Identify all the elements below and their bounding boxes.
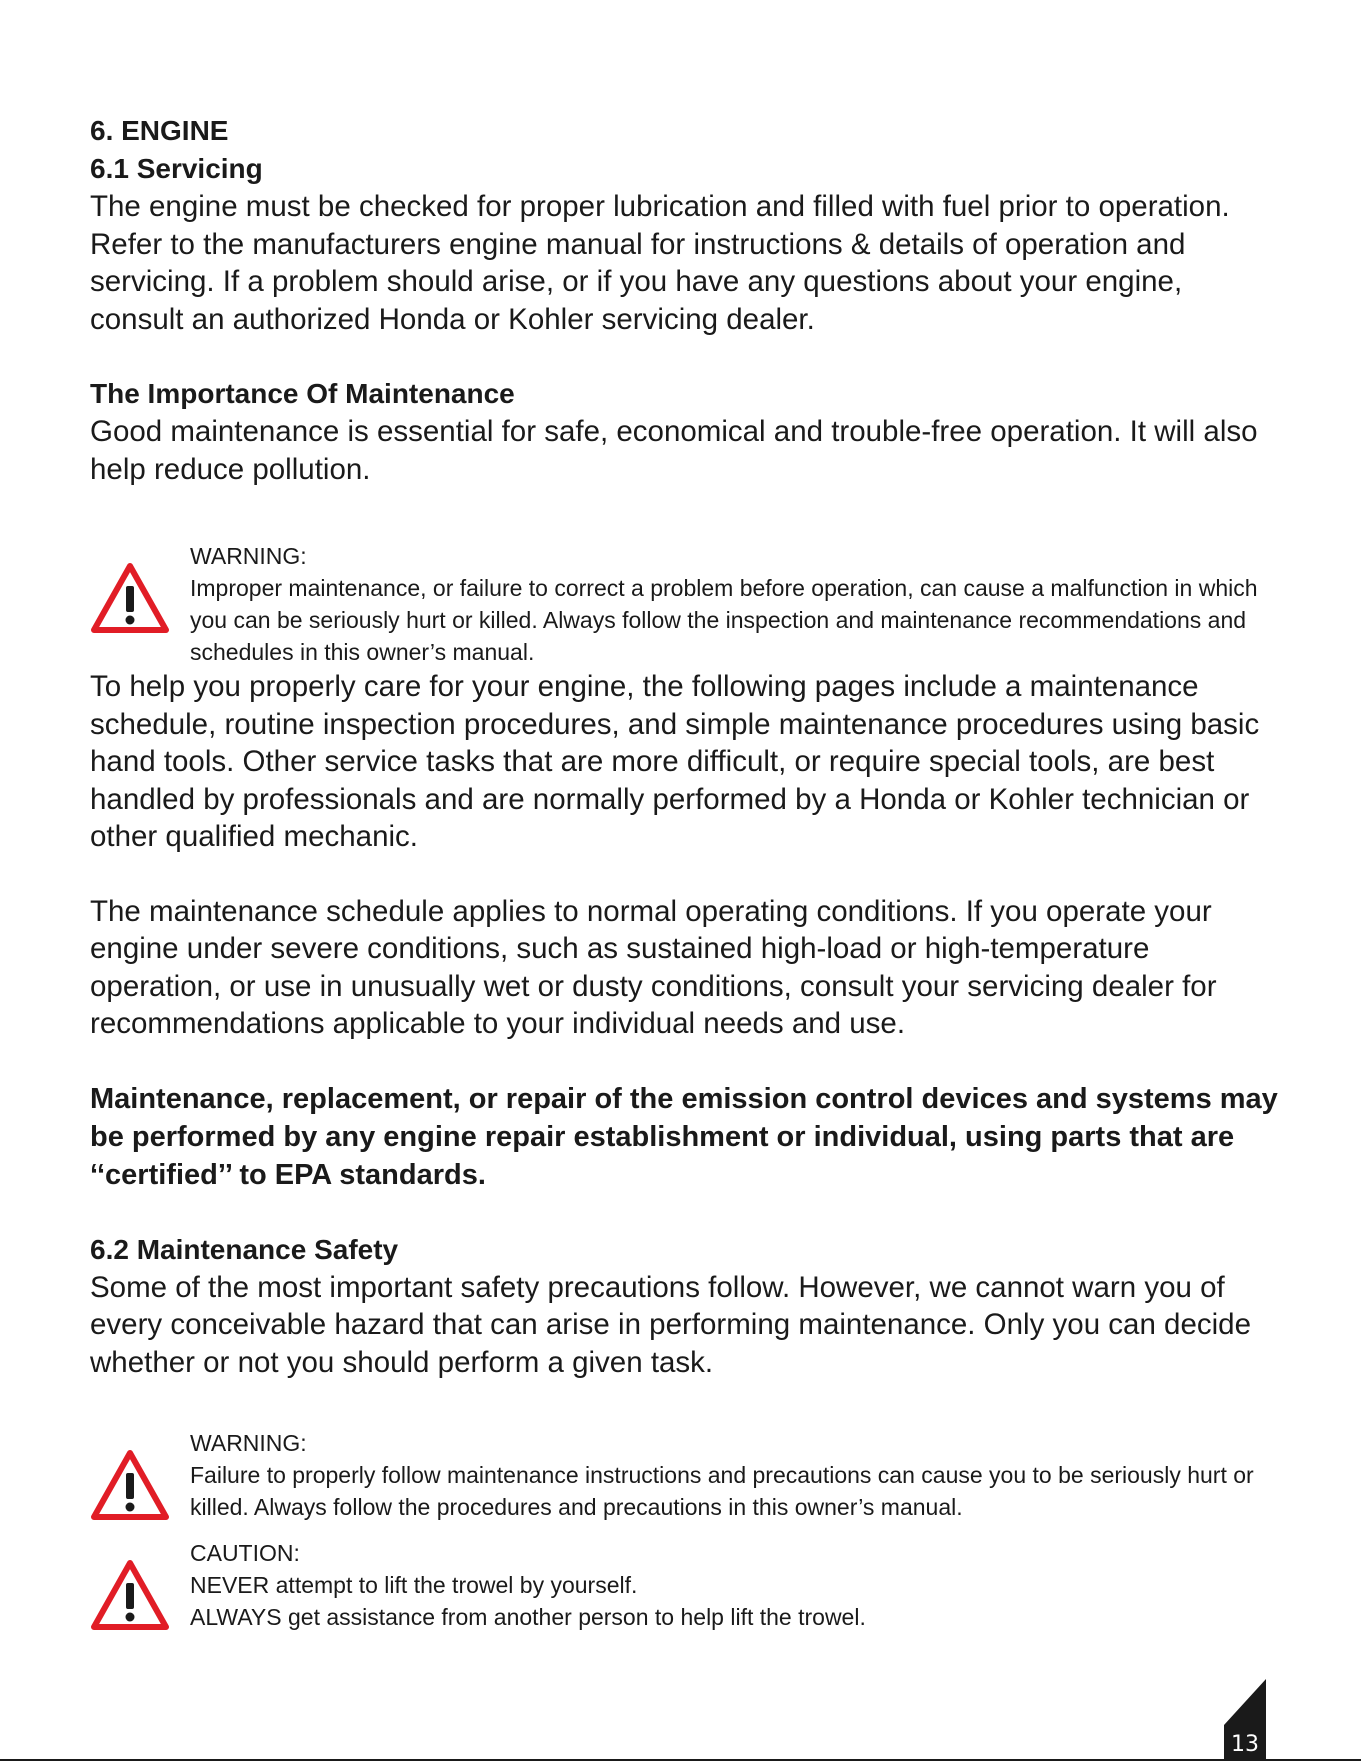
page-number-tab: [1224, 1679, 1266, 1761]
servicing-paragraph: The engine must be checked for proper lubrication and filled with fuel prior to operation. Refer to the manufacturers engine manual for instructions & details of operation and servicing. If a problem should arise, or if you have any questions about your engine, consult an authorized Honda or Kohler servicing dealer.: [90, 190, 1230, 336]
warning-2-title: WARNING:: [190, 1430, 307, 1456]
subsection-safety-title: 6.2 Maintenance Safety: [90, 1233, 399, 1265]
warning-1-text: Improper maintenance, or failure to correct a problem before operation, can cause a malfunction in which you can be seriously hurt or killed. Always follow the inspection and maintenance recommendations and schedules in this owner’s manual.: [190, 575, 1258, 665]
caution-line-2: ALWAYS get assistance from another person to help lift the trowel.: [190, 1604, 866, 1630]
section-title: 6. ENGINE: [90, 115, 229, 146]
warning-triangle-icon: [90, 562, 170, 634]
warning-triangle-icon: [90, 1559, 170, 1631]
warning-block-1: [90, 540, 1280, 668]
importance-heading: The Importance Of Maintenance: [90, 378, 515, 409]
manual-page: [90, 112, 1280, 1633]
caution-line-1: NEVER attempt to lift the trowel by yourself.: [190, 1572, 638, 1598]
warning-block-2: [90, 1427, 1280, 1523]
warning-2-text: Failure to properly follow maintenance instructions and precautions can cause you to be seriously hurt or killed. Always follow the procedures and precautions in this owner’s manual.: [190, 1462, 1254, 1520]
emission-paragraph: Maintenance, replacement, or repair of the emission control devices and systems may be performed by any engine repair establishment or individual, using parts that are ‘‘certified’’ to EPA standards.: [90, 1082, 1278, 1191]
caution-title: CAUTION:: [190, 1540, 300, 1566]
caution-block: [90, 1537, 1280, 1633]
importance-paragraph: Good maintenance is essential for safe, economical and trouble-free operation. It will also help reduce pollution.: [90, 415, 1258, 486]
warning-1-title: WARNING:: [190, 543, 307, 569]
care-paragraph: To help you properly care for your engine, the following pages include a maintenance schedule, routine inspection procedures, and simple maintenance procedures using basic hand tools. Other service tasks that are more difficult, or require special tools, are best handled by professionals and are normally performed by a Honda or Kohler technician or other qualified mechanic.: [90, 670, 1260, 853]
safety-paragraph: Some of the most important safety precautions follow. However, we cannot warn you of every conceivable hazard that can arise in performing maintenance. Only you can decide whether or not you should perform a given task.: [90, 1270, 1251, 1379]
schedule-paragraph: The maintenance schedule applies to normal operating conditions. If you operate your engine under severe conditions, such as sustained high-load or high-temperature operation, or use in unusually wet or dusty conditions, consult your servicing dealer for recommendations applicable to your individual needs and use.: [90, 894, 1217, 1040]
page-number: 13: [1231, 1732, 1259, 1757]
subsection-servicing-title: 6.1 Servicing: [90, 153, 263, 184]
warning-triangle-icon: [90, 1449, 170, 1521]
